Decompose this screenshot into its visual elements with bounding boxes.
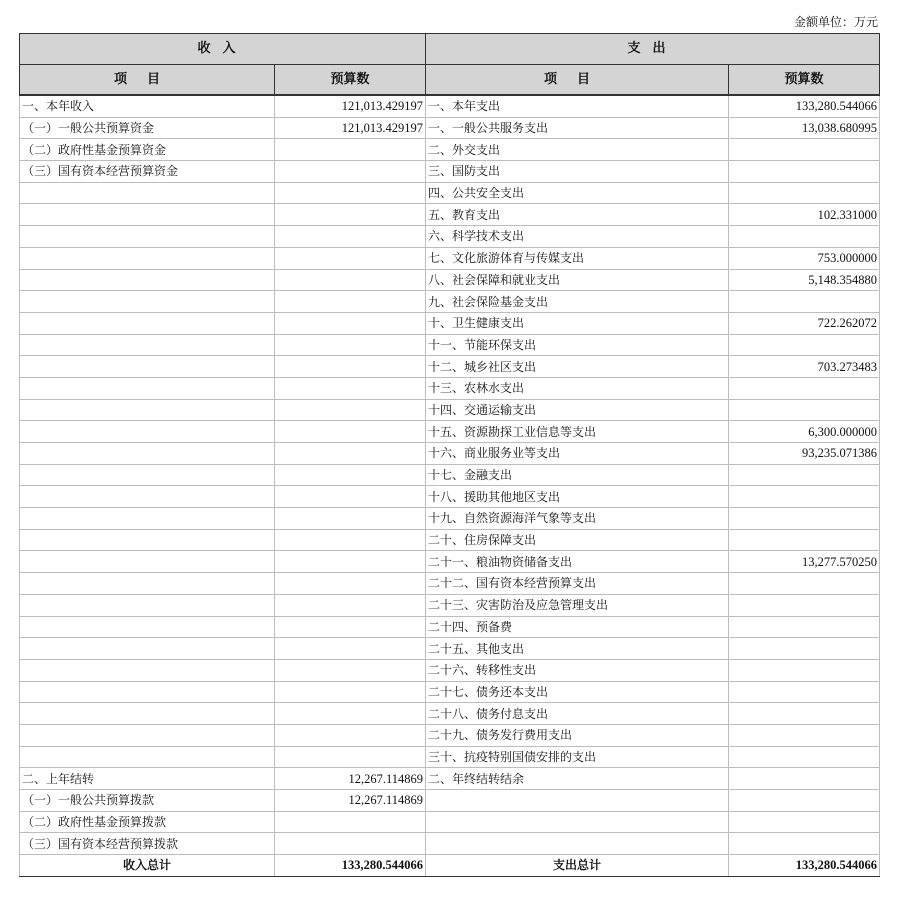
expense-amount-cell [729,594,880,616]
table-row [20,573,880,595]
expense-item-cell [426,790,729,812]
expense-total-label: 支出总计 [426,855,729,877]
expense-amount-cell [729,139,880,161]
income-amount-cell [275,377,426,399]
expense-item-cell: 二十八、债务付息支出 [426,703,729,725]
income-item-cell: （一）一般公共预算拨款 [20,790,275,812]
section-expense-header: 支出 [426,34,880,65]
income-amount-cell [275,703,426,725]
expense-amount-cell: 753.000000 [729,247,880,269]
expense-item-cell: 一、本年支出 [426,95,729,117]
income-amount-cell: 12,267.114869 [275,790,426,812]
income-item-cell: （二）政府性基金预算资金 [20,139,275,161]
expense-amount-cell [729,681,880,703]
expense-item-cell: 二十四、预备费 [426,616,729,638]
income-item-cell [20,443,275,465]
expense-item-cell: 二十九、债务发行费用支出 [426,724,729,746]
income-amount-cell [275,746,426,768]
income-amount-cell [275,204,426,226]
table-row [20,247,880,269]
income-item-cell [20,616,275,638]
income-item-cell [20,291,275,313]
expense-item-cell: 二、外交支出 [426,139,729,161]
budget-table [19,33,880,877]
amount-unit-label: 金额单位：万元 [793,15,878,29]
income-amount-cell [275,421,426,443]
expense-item-cell: 七、文化旅游体育与传媒支出 [426,247,729,269]
section-income-header: 收入 [20,34,426,65]
expense-amount-cell [729,746,880,768]
table-row [20,421,880,443]
table-row [20,811,880,833]
expense-item-cell [426,811,729,833]
expense-item-cell: 十九、自然资源海洋气象等支出 [426,508,729,530]
income-total-label: 收入总计 [20,855,275,877]
income-item-cell [20,746,275,768]
income-amount-cell [275,573,426,595]
expense-item-cell: 四、公共安全支出 [426,182,729,204]
expense-amount-cell [729,768,880,790]
income-amount-cell [275,594,426,616]
expense-amount-cell: 13,038.680995 [729,117,880,139]
expense-item-cell: 一、一般公共服务支出 [426,117,729,139]
table-row [20,117,880,139]
expense-amount-cell [729,659,880,681]
table-row [20,291,880,313]
expense-item-cell: 十三、农林水支出 [426,377,729,399]
expense-amount-cell [729,291,880,313]
table-row [20,161,880,183]
income-amount-cell [275,139,426,161]
expense-item-cell: 十八、援助其他地区支出 [426,486,729,508]
expense-amount-cell [729,724,880,746]
table-row [20,95,880,117]
income-item-cell [20,356,275,378]
income-amount-cell [275,833,426,855]
expense-item-cell: 二十、住房保障支出 [426,529,729,551]
income-total-amount: 133,280.544066 [275,855,426,877]
expense-amount-cell: 133,280.544066 [729,95,880,117]
table-row [20,226,880,248]
income-item-cell [20,594,275,616]
income-item-cell: 二、上年结转 [20,768,275,790]
income-amount-cell [275,226,426,248]
expense-item-cell: 十六、商业服务业等支出 [426,443,729,465]
table-row [20,204,880,226]
income-item-header: 项目 [20,65,275,96]
table-row [20,464,880,486]
table-row [20,312,880,334]
expense-amount-cell [729,638,880,660]
expense-item-cell: 二十二、国有资本经营预算支出 [426,573,729,595]
expense-amount-header: 预算数 [729,65,880,96]
income-item-cell [20,659,275,681]
expense-item-cell: 三十、抗疫特别国债安排的支出 [426,746,729,768]
expense-amount-cell [729,703,880,725]
expense-amount-cell [729,226,880,248]
income-amount-cell [275,334,426,356]
income-item-cell [20,312,275,334]
table-body [20,95,880,855]
expense-item-cell: 九、社会保险基金支出 [426,291,729,313]
table-row [20,638,880,660]
income-amount-cell [275,399,426,421]
income-item-cell [20,724,275,746]
income-amount-cell [275,681,426,703]
expense-amount-cell [729,833,880,855]
income-amount-cell [275,161,426,183]
expense-amount-cell [729,616,880,638]
income-item-cell [20,681,275,703]
expense-item-cell: 八、社会保障和就业支出 [426,269,729,291]
table-row [20,594,880,616]
income-item-cell [20,377,275,399]
expense-item-cell: 六、科学技术支出 [426,226,729,248]
expense-amount-cell [729,377,880,399]
expense-item-cell: 十七、金融支出 [426,464,729,486]
expense-item-cell: 二十五、其他支出 [426,638,729,660]
income-item-cell [20,421,275,443]
expense-item-cell: 十五、资源勘探工业信息等支出 [426,421,729,443]
expense-item-cell: 十二、城乡社区支出 [426,356,729,378]
income-item-cell: 一、本年收入 [20,95,275,117]
income-amount-cell [275,464,426,486]
income-amount-cell [275,638,426,660]
income-amount-header: 预算数 [275,65,426,96]
table-row [20,334,880,356]
income-item-cell [20,486,275,508]
table-row [20,746,880,768]
income-item-cell [20,638,275,660]
expense-amount-cell: 6,300.000000 [729,421,880,443]
expense-item-cell: 二十六、转移性支出 [426,659,729,681]
expense-item-cell: 十一、节能环保支出 [426,334,729,356]
table-row [20,377,880,399]
table-row [20,443,880,465]
expense-total-amount: 133,280.544066 [729,855,880,877]
income-item-cell: （一）一般公共预算资金 [20,117,275,139]
table-row [20,790,880,812]
expense-amount-cell [729,529,880,551]
table-row [20,486,880,508]
income-amount-cell [275,443,426,465]
expense-item-cell: 十四、交通运输支出 [426,399,729,421]
expense-amount-cell [729,486,880,508]
table-row [20,529,880,551]
expense-item-header: 项目 [426,65,729,96]
income-amount-cell [275,659,426,681]
column-header-row [20,65,880,96]
income-item-cell [20,226,275,248]
expense-item-cell: 二十三、灾害防治及应急管理支出 [426,594,729,616]
section-header-row [20,34,880,65]
income-amount-cell: 121,013.429197 [275,95,426,117]
income-amount-cell [275,182,426,204]
expense-amount-cell: 93,235.071386 [729,443,880,465]
table-row [20,139,880,161]
table-row [20,659,880,681]
income-amount-cell: 121,013.429197 [275,117,426,139]
income-amount-cell [275,356,426,378]
income-amount-cell [275,811,426,833]
expense-item-cell: 三、国防支出 [426,161,729,183]
expense-item-cell [426,833,729,855]
totals-row [20,855,880,877]
table-row [20,356,880,378]
expense-item-cell: 二、年终结转结余 [426,768,729,790]
table-row [20,833,880,855]
expense-amount-cell [729,399,880,421]
expense-item-cell: 二十七、债务还本支出 [426,681,729,703]
income-item-cell [20,508,275,530]
income-item-cell [20,182,275,204]
table-row [20,182,880,204]
income-amount-cell [275,551,426,573]
expense-item-cell: 十、卫生健康支出 [426,312,729,334]
income-amount-cell [275,312,426,334]
table-row [20,399,880,421]
income-item-cell [20,573,275,595]
table-row [20,768,880,790]
expense-amount-cell [729,508,880,530]
table-row [20,703,880,725]
income-amount-cell [275,486,426,508]
table-row [20,681,880,703]
expense-amount-cell [729,464,880,486]
expense-amount-cell [729,334,880,356]
income-amount-cell [275,269,426,291]
income-item-cell [20,703,275,725]
expense-amount-cell [729,161,880,183]
expense-amount-cell [729,811,880,833]
expense-amount-cell: 102.331000 [729,204,880,226]
income-amount-cell: 12,267.114869 [275,768,426,790]
table-row [20,269,880,291]
income-amount-cell [275,724,426,746]
table-row [20,616,880,638]
table-row [20,724,880,746]
income-amount-cell [275,247,426,269]
table-row [20,508,880,530]
income-item-cell: （二）政府性基金预算拨款 [20,811,275,833]
income-item-cell [20,464,275,486]
income-item-cell [20,529,275,551]
income-item-cell: （三）国有资本经营预算资金 [20,161,275,183]
income-item-cell: （三）国有资本经营预算拨款 [20,833,275,855]
expense-amount-cell [729,790,880,812]
expense-amount-cell: 722.262072 [729,312,880,334]
expense-item-cell: 二十一、粮油物资储备支出 [426,551,729,573]
income-item-cell [20,399,275,421]
table-row [20,551,880,573]
expense-amount-cell [729,182,880,204]
income-item-cell [20,204,275,226]
expense-amount-cell: 5,148.354880 [729,269,880,291]
expense-amount-cell [729,573,880,595]
income-amount-cell [275,291,426,313]
expense-amount-cell: 13,277.570250 [729,551,880,573]
income-item-cell [20,247,275,269]
income-amount-cell [275,508,426,530]
income-item-cell [20,551,275,573]
expense-item-cell: 五、教育支出 [426,204,729,226]
income-item-cell [20,334,275,356]
income-amount-cell [275,529,426,551]
income-item-cell [20,269,275,291]
income-amount-cell [275,616,426,638]
expense-amount-cell: 703.273483 [729,356,880,378]
